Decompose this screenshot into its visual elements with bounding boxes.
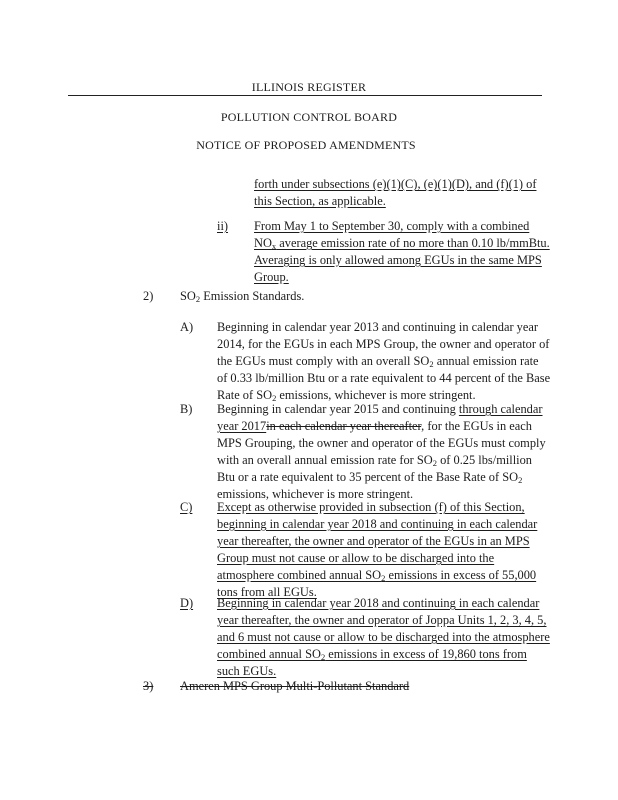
- item-3-text: Ameren MPS Group Multi-Pollutant Standard: [180, 679, 410, 693]
- item-c-label: C): [180, 500, 193, 514]
- item-ii-label: ii): [217, 219, 229, 233]
- item-d-text: Beginning in calendar year 2018 and continuing in each calendar year thereafter, the owner and operator of Joppa Units 1, 2, 3, 4, 5, and 6 must not cause or allow to be discharged into the atmosphere combined annual $SO_2$ emissions in excess of 19,860 tons from such EGUs.: [217, 596, 550, 678]
- header-rule: [68, 95, 542, 96]
- item-b-text: Beginning in calendar year 2015 and continuing through calendar year 2017in each calendar year thereafter, for the EGUs in each MPS Grouping, the owner and operator of the EGUs must comply with an overall annual emission rate for $SO_2$ of 0.25 lbs/million Btu or a rate equivalent to 35 percent of the Base Rate of $SO_2$ emissions, whichever is more stringent.: [217, 402, 546, 501]
- item-d-label: D): [180, 596, 194, 610]
- item-a-label: A): [180, 320, 194, 334]
- continuation-text: forth under subsections (e)(1)(C), (e)(1)(D), and (f)(1) of this Section, as applicable.: [254, 177, 537, 208]
- item-2-heading: $SO_2$ Emission Standards.: [180, 289, 305, 304]
- register-title: ILLINOIS REGISTER: [251, 80, 367, 94]
- item-ii-text: From May 1 to September 30, comply with a combined $NO_x$ average emission rate of no more than 0.10 lb/mmBtu. Averaging is only allowed among EGUs in the same MPS Group.: [254, 219, 550, 284]
- board-title: POLLUTION CONTROL BOARD: [220, 110, 398, 124]
- item-b-label: B): [180, 402, 193, 416]
- item-c-text: Except as otherwise provided in subsection (f) of this Section, beginning in calendar year 2018 and continuing in each calendar year thereafter, the owner and operator of the EGUs in an MPS Group must not cause or allow to be discharged into the atmosphere combined annual $SO_2$ emissions in excess of 55,000 tons from all EGUs.: [217, 500, 538, 599]
- notice-title: NOTICE OF PROPOSED AMENDMENTS: [196, 138, 416, 152]
- item-a-text: Beginning in calendar year 2013 and continuing in calendar year 2014, for the EGUs in each MPS Group, the owner and operator of the EGUs must comply with an overall $SO_2$ annual emission rate of 0.33 lb/million Btu or a rate equivalent to 44 percent of the Base Rate of $SO_2$ emissions, whichever is more stringent.: [217, 320, 551, 403]
- item-2-label: 2): [143, 289, 154, 303]
- item-3-label: 3): [143, 679, 154, 693]
